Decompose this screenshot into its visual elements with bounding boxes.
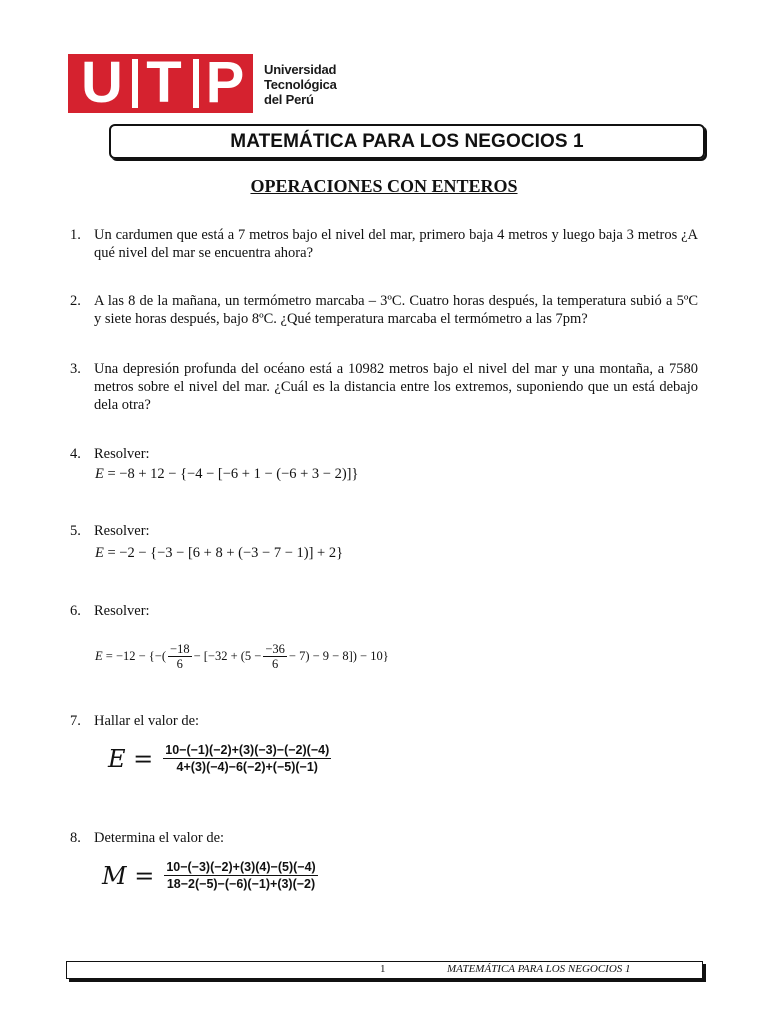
logo-word: Tecnológica: [264, 77, 337, 92]
topic-title: [0, 176, 768, 197]
fraction: [164, 859, 317, 892]
problem-number: 5.: [70, 523, 81, 539]
problem-number: 8.: [70, 830, 81, 846]
problem-text: Resolver:: [94, 523, 150, 539]
problem-text: Un cardumen que está a 7 metros bajo el nivel del mar, primero baja 4 metros y luego baja 3 metros ¿A qué nivel del mar se encuentra ahora?: [94, 227, 698, 261]
equation-lhs: E: [95, 465, 104, 482]
equation-4: [95, 461, 358, 487]
problem-text: A las 8 de la mañana, un termómetro marcaba – 3ºC. Cuatro horas después, la temperatura subió a 5ºC y siete horas después, bajo 8ºC. ¿Qué temperatura marcaba el termómetro a las 7pm?: [94, 293, 698, 327]
problem-number: 1.: [70, 227, 81, 243]
course-title: MATEMÁTICA PARA LOS NEGOCIOS 1: [230, 130, 584, 152]
fraction-denominator: 18−2(−5)−(−6)(−1)+(3)(−2): [166, 877, 316, 891]
fraction-numerator: −18: [170, 641, 190, 656]
fraction-numerator: 10−(−1)(−2)+(3)(−3)−(−2)(−4): [165, 743, 330, 757]
topic-title-text: OPERACIONES CON ENTEROS: [250, 176, 518, 196]
fraction-denominator: 6: [272, 656, 279, 671]
problem-text: Resolver:: [94, 446, 150, 462]
page-footer: [66, 961, 703, 979]
utp-logo: [68, 50, 358, 115]
equation-lhs: E: [95, 544, 104, 561]
equation-5: [95, 540, 343, 566]
fraction-numerator: 10−(−3)(−2)+(3)(4)−(5)(−4): [166, 860, 316, 874]
problem-number: 4.: [70, 446, 81, 462]
footer-course-title: MATEMÁTICA PARA LOS NEGOCIOS 1: [447, 963, 631, 975]
fraction-denominator: 6: [176, 656, 183, 671]
equation-part: = −12 − {−(: [105, 648, 167, 663]
footer-page-number: 1: [380, 963, 386, 975]
problem-text: Una depresión profunda del océano está a 10982 metros bajo el nivel del mar y una montaña, a 7580 metros sobre el nivel del mar. ¿Cuál es la distancia entre los extremos, suponiendo que un está debajo dela otra?: [94, 361, 698, 413]
problem-number: 6.: [70, 603, 81, 619]
fraction: [163, 742, 331, 775]
problem-number: 3.: [70, 361, 81, 377]
equation-6: [95, 638, 389, 674]
logo-wordmark: [264, 62, 364, 107]
problem-number: 2.: [70, 293, 81, 309]
problem-text: Determina el valor de:: [94, 830, 225, 846]
equation-body: = −2 − {−3 − [6 + 8 + (−3 − 7 − 1)] + 2}: [107, 544, 344, 561]
logo-word: Universidad: [264, 62, 337, 77]
fraction-numerator: −36: [265, 641, 285, 656]
course-title-box: [109, 124, 705, 159]
fraction: [263, 642, 287, 671]
logo-word: del Perú: [264, 92, 314, 107]
logo-letter-u: U: [81, 50, 123, 115]
fraction-denominator: 4+(3)(−4)−6(−2)+(−5)(−1): [176, 760, 318, 774]
problem-number: 7.: [70, 713, 81, 729]
equation-lhs: M =: [102, 861, 155, 890]
equation-part: − [−32 + (5 −: [193, 648, 262, 663]
equation-lhs: E: [95, 648, 103, 663]
equation-part: − 7) − 9 − 8]) − 10}: [288, 648, 389, 663]
equation-lhs: E =: [108, 744, 154, 773]
problem-text: Resolver:: [94, 603, 150, 619]
logo-letter-p: P: [205, 50, 245, 115]
equation-8: [102, 859, 318, 892]
fraction: [168, 642, 192, 671]
problem-text: Hallar el valor de:: [94, 713, 200, 729]
equation-7: [108, 742, 331, 775]
logo-letter-t: T: [146, 50, 182, 115]
equation-body: = −8 + 12 − {−4 − [−6 + 1 − (−6 + 3 − 2)]}: [107, 465, 359, 482]
